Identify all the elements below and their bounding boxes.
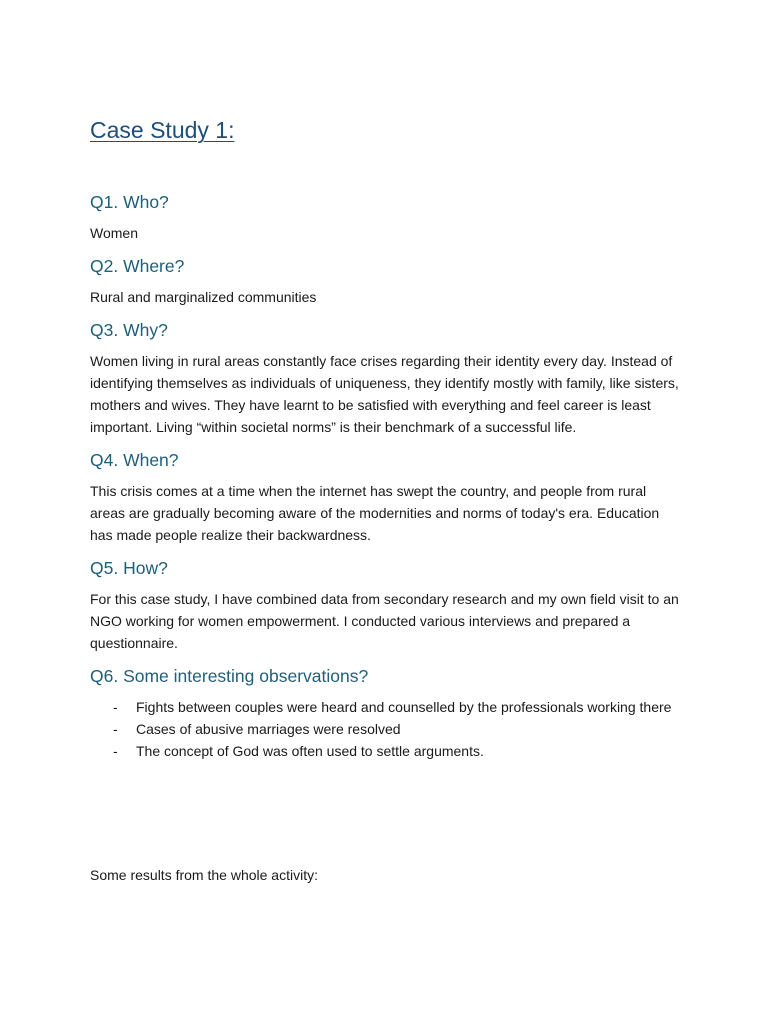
question-heading-q4: Q4. When? bbox=[90, 450, 179, 470]
bullet-dash: - bbox=[113, 699, 118, 715]
observations-list bbox=[90, 696, 680, 762]
closing-line: Some results from the whole activity: bbox=[90, 867, 318, 883]
list-item bbox=[90, 696, 680, 718]
question-heading-q5: Q5. How? bbox=[90, 558, 168, 578]
question-heading-q6: Q6. Some interesting observations? bbox=[90, 666, 369, 686]
question-heading-q3: Q3. Why? bbox=[90, 320, 168, 340]
document-body bbox=[90, 190, 680, 762]
answer-paragraph-q2: Rural and marginalized communities bbox=[90, 289, 317, 305]
question-heading-q1: Q1. Who? bbox=[90, 192, 169, 212]
observation-text: Cases of abusive marriages were resolved bbox=[136, 721, 401, 737]
page-title: Case Study 1: bbox=[90, 117, 235, 143]
bullet-dash: - bbox=[113, 743, 118, 759]
list-item bbox=[90, 718, 680, 740]
observation-text: The concept of God was often used to settle arguments. bbox=[136, 743, 484, 759]
answer-paragraph-q3: Women living in rural areas constantly face crises regarding their identity every day. Instead of identifying themselves as individuals of uniqueness, they identify mostly with family, like sisters, mothers and wives. They have learnt to be satisfied with everything and feel career is least important. Living “within societal norms” is their benchmark of a successful life. bbox=[90, 353, 679, 435]
answer-paragraph-q4: This crisis comes at a time when the internet has swept the country, and people from rural areas are gradually becoming aware of the modernities and norms of today's era. Education has made people realize their backwardness. bbox=[90, 483, 660, 543]
observation-text: Fights between couples were heard and counselled by the professionals working there bbox=[136, 699, 672, 715]
answer-paragraph-q1: Women bbox=[90, 225, 138, 241]
question-heading-q2: Q2. Where? bbox=[90, 256, 185, 276]
bullet-dash: - bbox=[113, 721, 118, 737]
answer-paragraph-q5: For this case study, I have combined data from secondary research and my own field visit to an NGO working for women empowerment. I conducted various interviews and prepared a questionnaire. bbox=[90, 591, 679, 651]
list-item bbox=[90, 740, 680, 762]
